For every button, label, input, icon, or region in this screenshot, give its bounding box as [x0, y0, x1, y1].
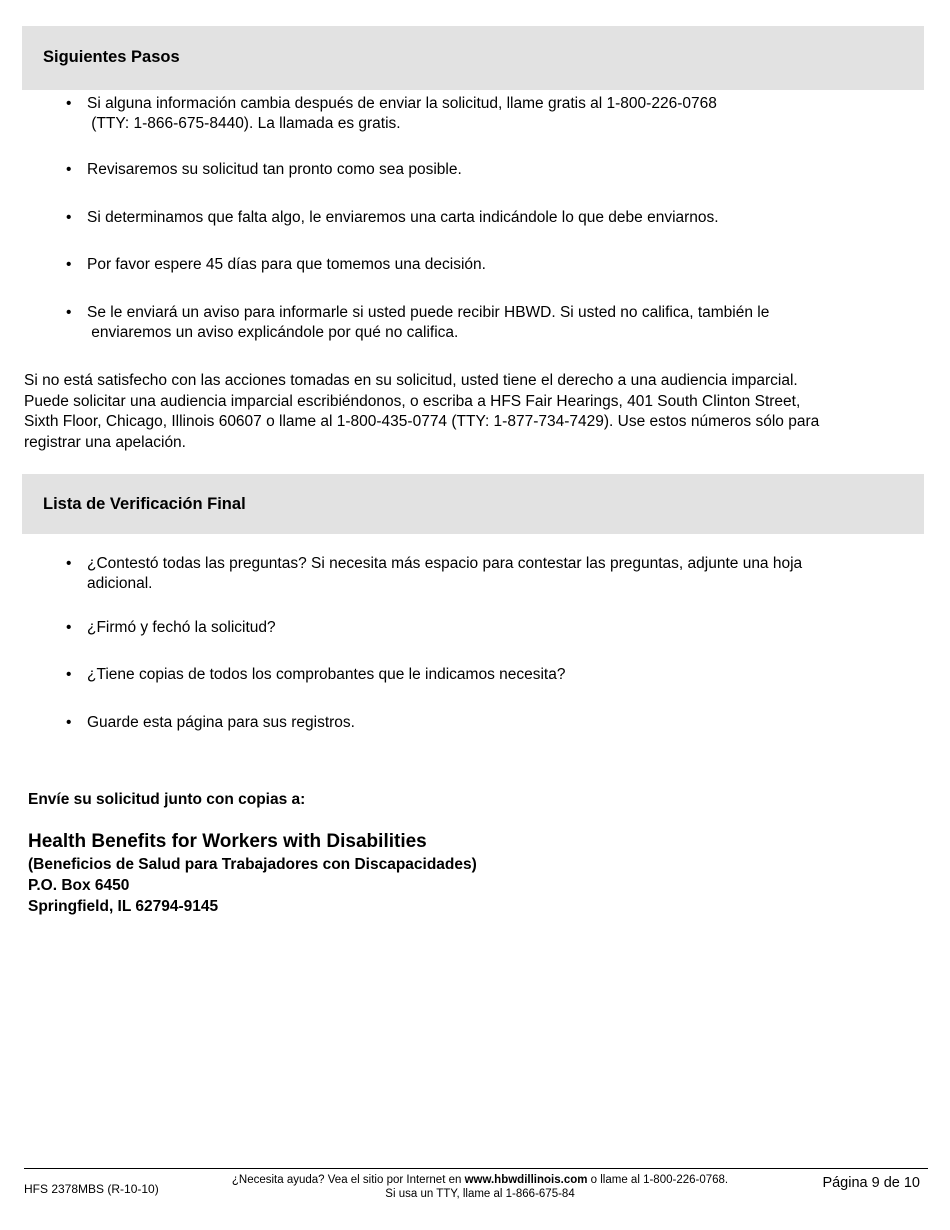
page-number: Página 9 de 10	[822, 1175, 920, 1191]
bullet-icon: •	[66, 619, 72, 636]
bullet-icon: •	[66, 161, 72, 178]
mailing-po-box: P.O. Box 6450	[28, 877, 130, 894]
checklist-heading: Lista de Verificación Final	[43, 495, 246, 513]
bullet-icon: •	[66, 666, 72, 683]
bullet-icon: •	[66, 256, 72, 273]
appeal-paragraph: Si no está satisfecho con las acciones tomadas en su solicitud, usted tiene el derecho a una audiencia imparcial. Puede solicitar una audiencia imparcial escribiéndonos, o escriba a HFS Fair Hearings, 401 South Clinton Street, Sixth Floor, Chicago, Illinois 60607 o llame al 1-800-435-0774 (TTY: 1-877-734-7429). Use estos números sólo para registrar una apelación.	[24, 372, 820, 451]
next-steps-heading: Siguientes Pasos	[43, 48, 180, 66]
mailing-name: Health Benefits for Workers with Disabilities	[28, 831, 427, 852]
mailing-intro: Envíe su solicitud junto con copias a:	[28, 791, 306, 808]
bullet-icon: •	[66, 304, 72, 321]
next-steps-header	[22, 26, 924, 90]
bullet-icon: •	[66, 209, 72, 226]
checklist-header	[22, 474, 924, 534]
mailing-subtitle: (Beneficios de Salud para Trabajadores con Discapacidades)	[28, 856, 477, 873]
mailing-city: Springfield, IL 62794-9145	[28, 898, 219, 915]
footer-divider	[24, 1168, 928, 1169]
form-id: HFS 2378MBS (R-10-10)	[24, 1182, 159, 1196]
bullet-icon: •	[66, 714, 72, 731]
help-url-link[interactable]: www.hbwdillinois.com	[464, 1174, 588, 1186]
tty-line: Si usa un TTY, llame al 1-866-675-84	[385, 1188, 575, 1200]
help-text: ¿Necesita ayuda? Vea el sitio por Internet en www.hbwdillinois.com o llame al 1-800-226-0768. Si usa un TTY, llame al 1-866-675-84	[150, 1173, 810, 1201]
bullet-icon: •	[66, 555, 72, 572]
bullet-icon: •	[66, 95, 72, 112]
